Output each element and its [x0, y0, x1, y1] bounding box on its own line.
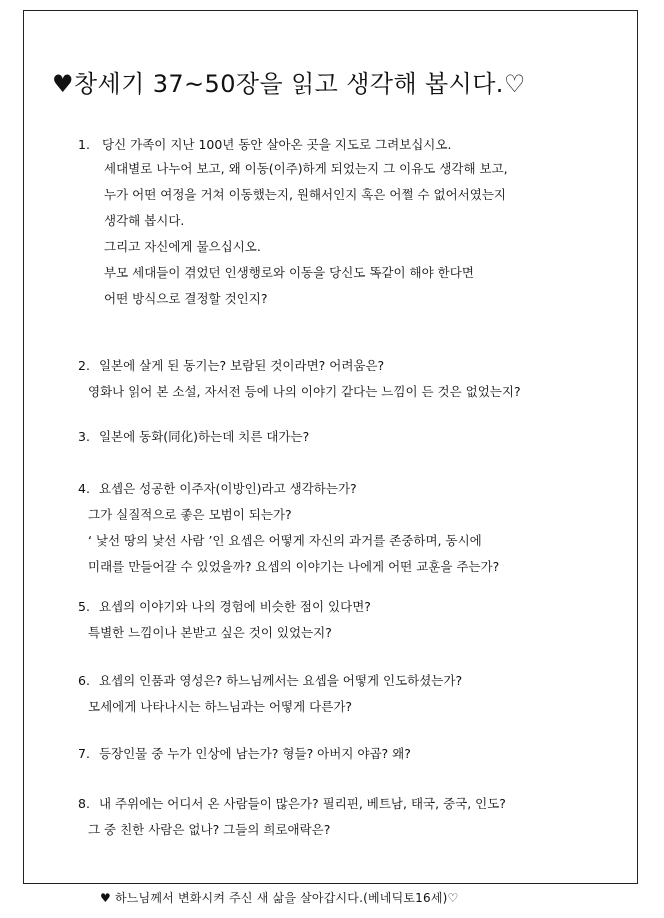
question-4-line-2: 그가 실질적으로 좋은 모범이 되는가?	[88, 507, 292, 522]
question-3-line-1: 일본에 동화(同化)하는데 치른 대가는?	[98, 429, 310, 444]
question-6-line-1: 요셉의 인품과 영성은? 하느님께서는 요셉을 어떻게 인도하셨는가?	[98, 673, 463, 688]
question-3	[78, 424, 638, 450]
question-6-line-2: 모세에게 나타나시는 하느님과는 어떻게 다른가?	[88, 699, 353, 714]
question-5-line-2: 특별한 느낌이나 본받고 싶은 것이 있었는지?	[88, 625, 332, 640]
question-4-line-1: 요셉은 성공한 이주자(이방인)라고 생각하는가?	[98, 481, 357, 496]
question-1-line-7: 어떤 방식으로 결정할 것인지?	[104, 291, 268, 306]
question-4-number: 4.	[78, 481, 90, 496]
question-4	[78, 476, 638, 580]
question-5-line-1: 요셉의 이야기와 나의 경험에 비슷한 점이 있다면?	[98, 599, 371, 614]
question-1-line-1: 당신 가족이 지난 100년 동안 살아온 곳을 지도로 그려보십시오.	[102, 137, 452, 152]
question-8-line-2: 그 중 친한 사람은 없나? 그들의 희로애락은?	[88, 822, 331, 837]
question-2	[78, 353, 638, 405]
question-8-line-1: 내 주위에는 어디서 온 사람들이 많은가? 필리핀, 베트남, 태국, 중국, 인도?	[98, 796, 506, 811]
question-4-line-4: 미래를 만들어갈 수 있었을까? 요셉의 이야기는 나에게 어떤 교훈을 주는가?	[88, 559, 500, 574]
question-1-body	[104, 156, 508, 312]
question-1-line-4: 생각해 봅시다.	[104, 213, 185, 228]
question-2-line-2: 영화나 읽어 본 소설, 자서전 등에 나의 이야기 같다는 느낌이 든 것은 없었는지?	[88, 384, 521, 399]
question-2-number: 2.	[78, 358, 90, 373]
question-1-line-2: 세대별로 나누어 보고, 왜 이동(이주)하게 되었는지 그 이유도 생각해 보고,	[104, 161, 508, 176]
question-1-line-3: 누가 어떤 여정을 거쳐 이동했는지, 원해서인지 혹은 어쩔 수 없어서였는지	[104, 187, 506, 202]
question-6	[78, 668, 638, 720]
question-6-number: 6.	[78, 673, 90, 688]
question-4-line-3: ‘ 낯선 땅의 낯선 사람 ’인 요셉은 어떻게 자신의 과거를 존중하며, 동시에	[88, 533, 482, 548]
question-2-line-1: 일본에 살게 된 동기는? 보람된 것이라면? 어려움은?	[98, 358, 385, 373]
question-1-line-5: 그리고 자신에게 물으십시오.	[104, 239, 261, 254]
question-5	[78, 594, 638, 646]
question-7	[78, 741, 638, 767]
question-5-number: 5.	[78, 599, 90, 614]
question-8-number: 8.	[78, 796, 90, 811]
question-3-number: 3.	[78, 429, 90, 444]
question-7-line-1: 등장인물 중 누가 인상에 남는가? 형들? 아버지 야곱? 왜?	[98, 746, 411, 761]
question-1-number: 1.	[78, 137, 90, 152]
question-7-number: 7.	[78, 746, 90, 761]
page-title: ♥창세기 37~50장을 읽고 생각해 봅시다.♡	[52, 70, 526, 98]
footer-caption: ♥ 하느님께서 변화시켜 주신 새 삶을 살아갑시다.(베네딕토16세)♡	[100, 891, 459, 905]
question-8	[78, 791, 638, 843]
question-1-line-6: 부모 세대들이 겪었던 인생행로와 이동을 당신도 똑같이 해야 한다면	[104, 265, 474, 280]
